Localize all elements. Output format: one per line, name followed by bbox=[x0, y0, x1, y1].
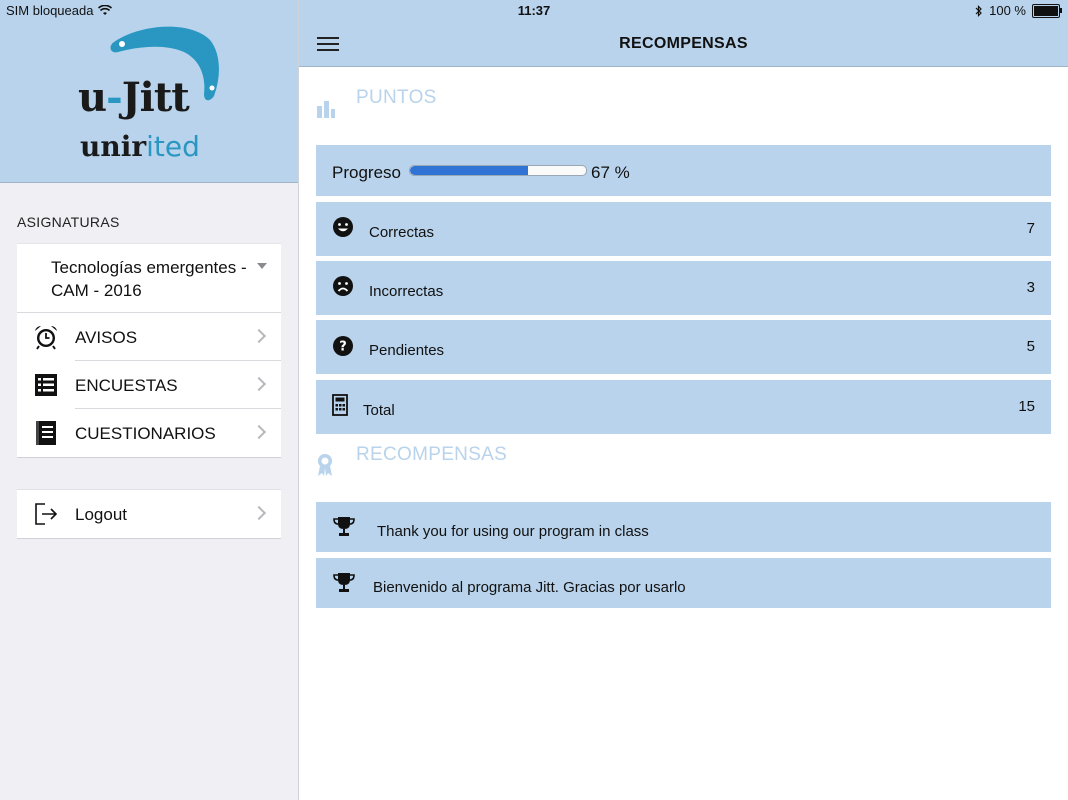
frown-icon bbox=[332, 275, 354, 297]
sidebar-item-label: AVISOS bbox=[75, 328, 138, 347]
logo-text-uniited: unirited bbox=[80, 130, 200, 163]
question-icon bbox=[332, 335, 354, 357]
section-title-puntos: PUNTOS bbox=[356, 87, 437, 108]
chevron-right-icon bbox=[252, 506, 266, 520]
bar-chart-icon bbox=[316, 100, 336, 118]
caret-down-icon bbox=[257, 263, 267, 269]
award-ribbon-icon bbox=[316, 453, 334, 477]
sidebar-item-encuestas[interactable] bbox=[17, 361, 281, 409]
course-menu bbox=[17, 243, 281, 458]
reward-item bbox=[316, 502, 1051, 552]
course-name: Tecnologías emergentes - CAM - 2016 bbox=[51, 258, 247, 300]
progress-bar bbox=[409, 165, 587, 176]
stat-row-pendientes bbox=[316, 320, 1051, 374]
section-label-asignaturas: ASIGNATURAS bbox=[17, 214, 120, 230]
logout-label: Logout bbox=[75, 505, 127, 524]
notebook-icon bbox=[33, 420, 59, 446]
stat-row-correctas bbox=[316, 202, 1051, 256]
app-logo bbox=[70, 22, 230, 172]
logout-button[interactable] bbox=[17, 489, 281, 539]
stat-label: Correctas bbox=[369, 224, 435, 241]
reward-item bbox=[316, 558, 1051, 608]
calculator-icon bbox=[332, 394, 348, 416]
progress-label: Progreso bbox=[332, 163, 401, 182]
stat-label: Incorrectas bbox=[369, 283, 444, 300]
logout-icon bbox=[33, 501, 59, 527]
stat-label: Pendientes bbox=[369, 342, 445, 359]
battery-text: 100 % bbox=[989, 3, 1026, 18]
reward-text: Thank you for using our program in class bbox=[377, 523, 649, 540]
sidebar-item-avisos[interactable] bbox=[17, 313, 281, 361]
chevron-right-icon bbox=[252, 425, 266, 439]
chevron-right-icon bbox=[252, 329, 266, 343]
smile-icon bbox=[332, 216, 354, 238]
logo-text-ujitt: u-Jitt bbox=[78, 74, 189, 121]
stat-row-total bbox=[316, 380, 1051, 434]
trophy-icon bbox=[333, 516, 355, 538]
stat-value: 5 bbox=[1026, 338, 1035, 355]
reward-text: Bienvenido al programa Jitt. Gracias por usarlo bbox=[373, 579, 686, 596]
stat-row-incorrectas bbox=[316, 261, 1051, 315]
alarm-clock-icon bbox=[33, 324, 59, 350]
sidebar-item-label: CUESTIONARIOS bbox=[75, 424, 216, 443]
stat-value: 15 bbox=[1018, 398, 1035, 415]
battery-icon bbox=[1032, 4, 1060, 18]
progress-row bbox=[316, 145, 1051, 196]
course-selector[interactable] bbox=[17, 244, 281, 313]
section-title-recompensas: RECOMPENSAS bbox=[356, 444, 508, 465]
chevron-right-icon bbox=[252, 377, 266, 391]
progress-value: 67 % bbox=[591, 163, 630, 182]
logout-row bbox=[17, 490, 281, 538]
stat-label: Total bbox=[363, 402, 395, 419]
sidebar-item-cuestionarios[interactable] bbox=[17, 409, 281, 457]
svg-text:?: ? bbox=[339, 339, 347, 355]
page-title: RECOMPENSAS bbox=[619, 35, 748, 52]
stat-value: 3 bbox=[1026, 279, 1035, 296]
status-bar bbox=[0, 0, 1068, 22]
sidebar-header bbox=[0, 0, 298, 183]
carrier-text: SIM bloqueada bbox=[6, 3, 94, 18]
list-icon bbox=[33, 372, 59, 398]
stat-value: 7 bbox=[1026, 220, 1035, 237]
clock: 11:37 bbox=[517, 3, 551, 18]
bluetooth-icon bbox=[975, 5, 983, 17]
sidebar bbox=[0, 0, 299, 800]
trophy-icon bbox=[333, 572, 355, 594]
sidebar-item-label: ENCUESTAS bbox=[75, 376, 178, 395]
